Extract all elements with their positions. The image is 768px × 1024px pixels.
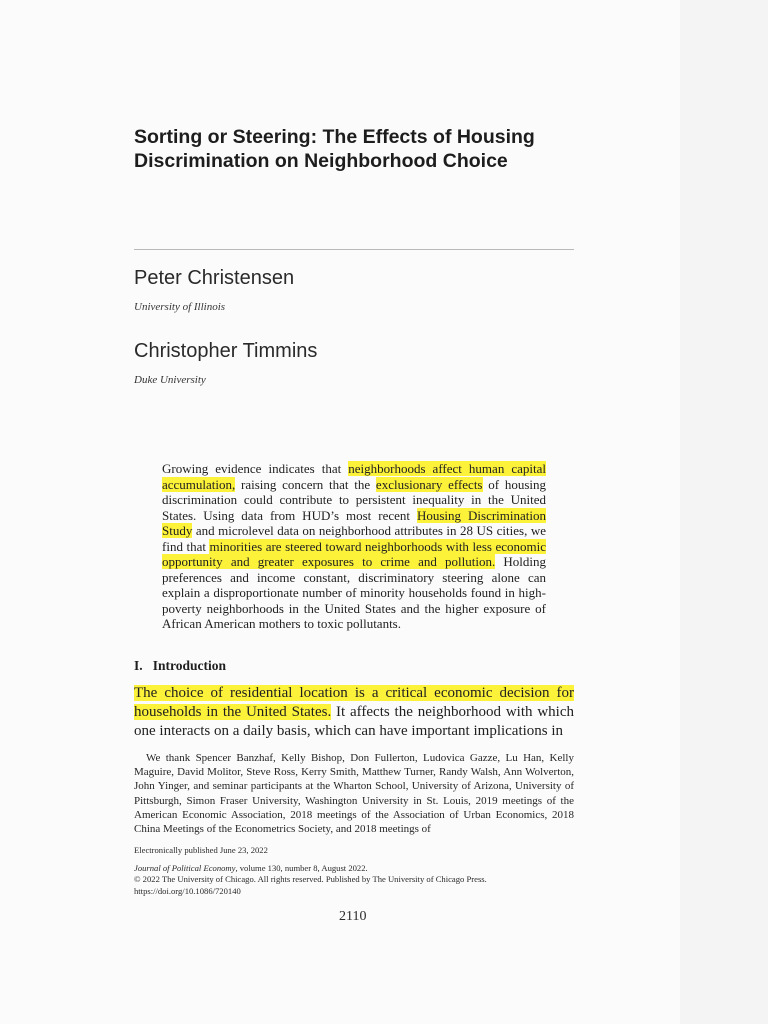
doi-link[interactable]: https://doi.org/10.1086/720140 <box>134 885 241 896</box>
paper-title <box>134 125 654 173</box>
author-name-1: Peter Christensen <box>134 267 295 289</box>
title-line-1: Sorting or Steering: The Effects of Housing <box>134 126 535 148</box>
electronic-publication-date: Electronically published June 23, 2022 <box>134 845 268 855</box>
section-heading-text: I. Introduction <box>134 658 227 673</box>
abstract-text-5: Holding preferences and income constant, discriminatory steering alone can explain a disproportionate number of minority households found in high-poverty neighborhoods in the United States and the higher exposure of African American mothers to toxic pollutants. <box>162 554 546 631</box>
section-heading <box>134 658 226 674</box>
author-affiliation-1: University of Illinois <box>134 301 226 313</box>
abstract-highlight-1: neighborhoods affect human capital accumulation, <box>162 461 546 492</box>
abstract-highlight-2: exclusionary effects <box>375 476 483 492</box>
title-line-2: Discrimination on Neighborhood Choice <box>134 150 508 172</box>
acknowledgment-footnote: We thank Spencer Banzhaf, Kelly Bishop, Don Fullerton, Ludovica Gazze, Lu Han, Kelly Maguire, David Molitor, Steve Ross, Kerry Smith, Matthew Turner, Randy Walsh, Ann Wolverton, John Yinger, and seminar participants at the Wharton School, University of Arizona, University of Pittsburgh, Simon Fraser University, Washington University in St. Louis, 2019 meetings of the American Economic Association, 2018 meetings of the Association of Urban Economics, 2018 China Meetings of the Econometrics Society, and 2018 meetings of <box>134 752 574 836</box>
abstract-text-3: of housing discrimination could contribute to persistent inequality in the United States. Using data from HUD’s most recent <box>162 476 546 523</box>
intro-paragraph <box>134 684 574 741</box>
journal-name: Journal of Political Economy <box>134 862 236 873</box>
abstract-highlight-3: Housing Discrimination Study <box>162 507 547 538</box>
journal-citation <box>134 863 574 875</box>
abstract-text-2: raising concern that the <box>235 476 376 492</box>
abstract-text-4: and microlevel data on neighborhood attributes in 28 US cities, we find that <box>162 523 546 554</box>
author-name-2: Christopher Timmins <box>134 340 318 362</box>
intro-text: It affects the neighborhood with which one interacts on a daily basis, which can have important implications in <box>134 704 574 739</box>
abstract <box>162 461 546 632</box>
title-divider <box>134 249 574 250</box>
author-affiliation-2: Duke University <box>134 374 206 386</box>
intro-highlight: The choice of residential location is a critical economic decision for households in the United States. <box>134 685 574 720</box>
abstract-highlight-4: minorities are steered toward neighborhoods with less economic opportunity and greater exposures to crime and pollution. <box>162 538 546 569</box>
publication-info <box>134 845 574 897</box>
abstract-text-1: Growing evidence indicates that <box>162 461 349 476</box>
copyright-notice: © 2022 The University of Chicago. All rights reserved. Published by The University of Chicago Press. <box>134 874 487 884</box>
journal-issue: , volume 130, number 8, August 2022. <box>235 862 368 873</box>
page-number: 2110 <box>339 909 367 924</box>
